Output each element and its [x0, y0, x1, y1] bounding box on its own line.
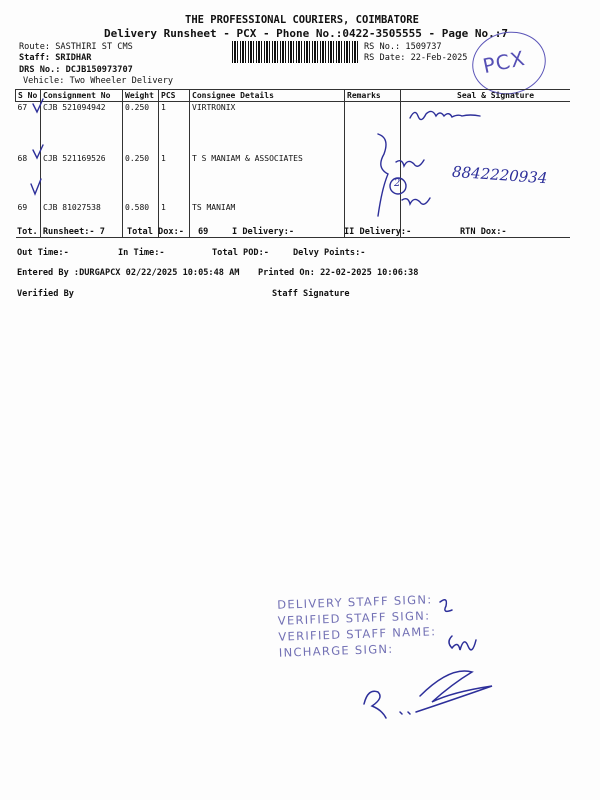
row-consignment: CJB 521094942 — [41, 102, 123, 141]
route-label: Route: SASTHIRI ST CMS — [19, 42, 133, 52]
printed-on: Printed On: 22-02-2025 10:06:38 — [258, 268, 419, 278]
runsheet-title: Delivery Runsheet - PCX - Phone No.:0422-3505555 - Page No.:7 — [104, 27, 508, 40]
stamp-signature-2 — [449, 636, 476, 650]
handwritten-phone: 8842220934 — [451, 162, 548, 188]
header-seal: Seal & Signature — [401, 90, 571, 102]
row-consignee: VIRTRONIX — [190, 102, 345, 141]
in-time: In Time:- — [118, 248, 165, 258]
row-sno: 67 — [17, 103, 28, 112]
stamp-signature-1 — [440, 600, 452, 612]
rs-date: RS Date: 22-Feb-2025 — [364, 53, 468, 63]
stamp-line: INCHARGE SIGN: — [278, 641, 394, 660]
row-pcs: 1 — [159, 102, 190, 141]
stamp-line: VERIFIED STAFF NAME: — [278, 624, 437, 644]
row-consignment: CJB 521169526 — [41, 140, 123, 189]
row-weight: 0.580 — [123, 189, 159, 238]
rs-number: RS No.: 1509737 — [364, 42, 442, 52]
header-consignee: Consignee Details — [190, 90, 345, 102]
row-consignee: TS MANIAM — [190, 189, 345, 238]
row-sno: 68 — [17, 154, 28, 163]
vehicle-label: Vehicle: Two Wheeler Delivery — [23, 76, 174, 86]
row-pcs: 1 — [159, 140, 190, 189]
company-name: THE PROFESSIONAL COURIERS, COIMBATORE — [185, 14, 419, 26]
staff-signature: Staff Signature — [272, 289, 350, 299]
total-dox-label: Total Dox:- — [127, 227, 184, 237]
total-runsheet: Tot. Runsheet:- 7 — [17, 227, 105, 237]
bottom-signature — [364, 671, 492, 718]
row-weight: 0.250 — [123, 140, 159, 189]
header-pcs: PCS — [159, 90, 190, 102]
rtn-dox: RTN Dox:- — [460, 227, 507, 237]
ii-delivery: II Delivery:- — [344, 227, 412, 237]
row-sno: 69 — [16, 189, 41, 238]
total-pod: Total POD:- — [212, 248, 269, 258]
drs-number: DRS No.: DCJB150973707 — [19, 65, 133, 75]
i-delivery: I Delivery:- — [232, 227, 295, 237]
out-time: Out Time:- — [17, 248, 69, 258]
stamp-line: VERIFIED STAFF SIGN: — [277, 608, 431, 628]
stamp-line: DELIVERY STAFF SIGN: — [276, 592, 433, 612]
header-sno: S No — [16, 90, 41, 102]
row-weight: 0.250 — [123, 102, 159, 141]
header-remarks: Remarks — [345, 90, 401, 102]
row-consignee: T S MANIAM & ASSOCIATES — [190, 140, 345, 189]
row-consignment: CJB 81027538 — [41, 189, 123, 238]
header-consignment: Consignment No — [41, 90, 123, 102]
entered-by: Entered By :DURGAPCX 02/22/2025 10:05:48 AM — [17, 268, 240, 278]
total-dox-value: 69 — [198, 227, 209, 237]
row-pcs: 1 — [159, 189, 190, 238]
verified-by: Verified By — [17, 289, 74, 299]
pcx-stamp-text: PCX — [480, 45, 528, 79]
staff-label: Staff: SRIDHAR — [19, 53, 92, 63]
delvy-points: Delvy Points:- — [293, 248, 366, 258]
handwritten-number: 2 — [394, 178, 401, 189]
header-weight: Weight — [123, 90, 159, 102]
